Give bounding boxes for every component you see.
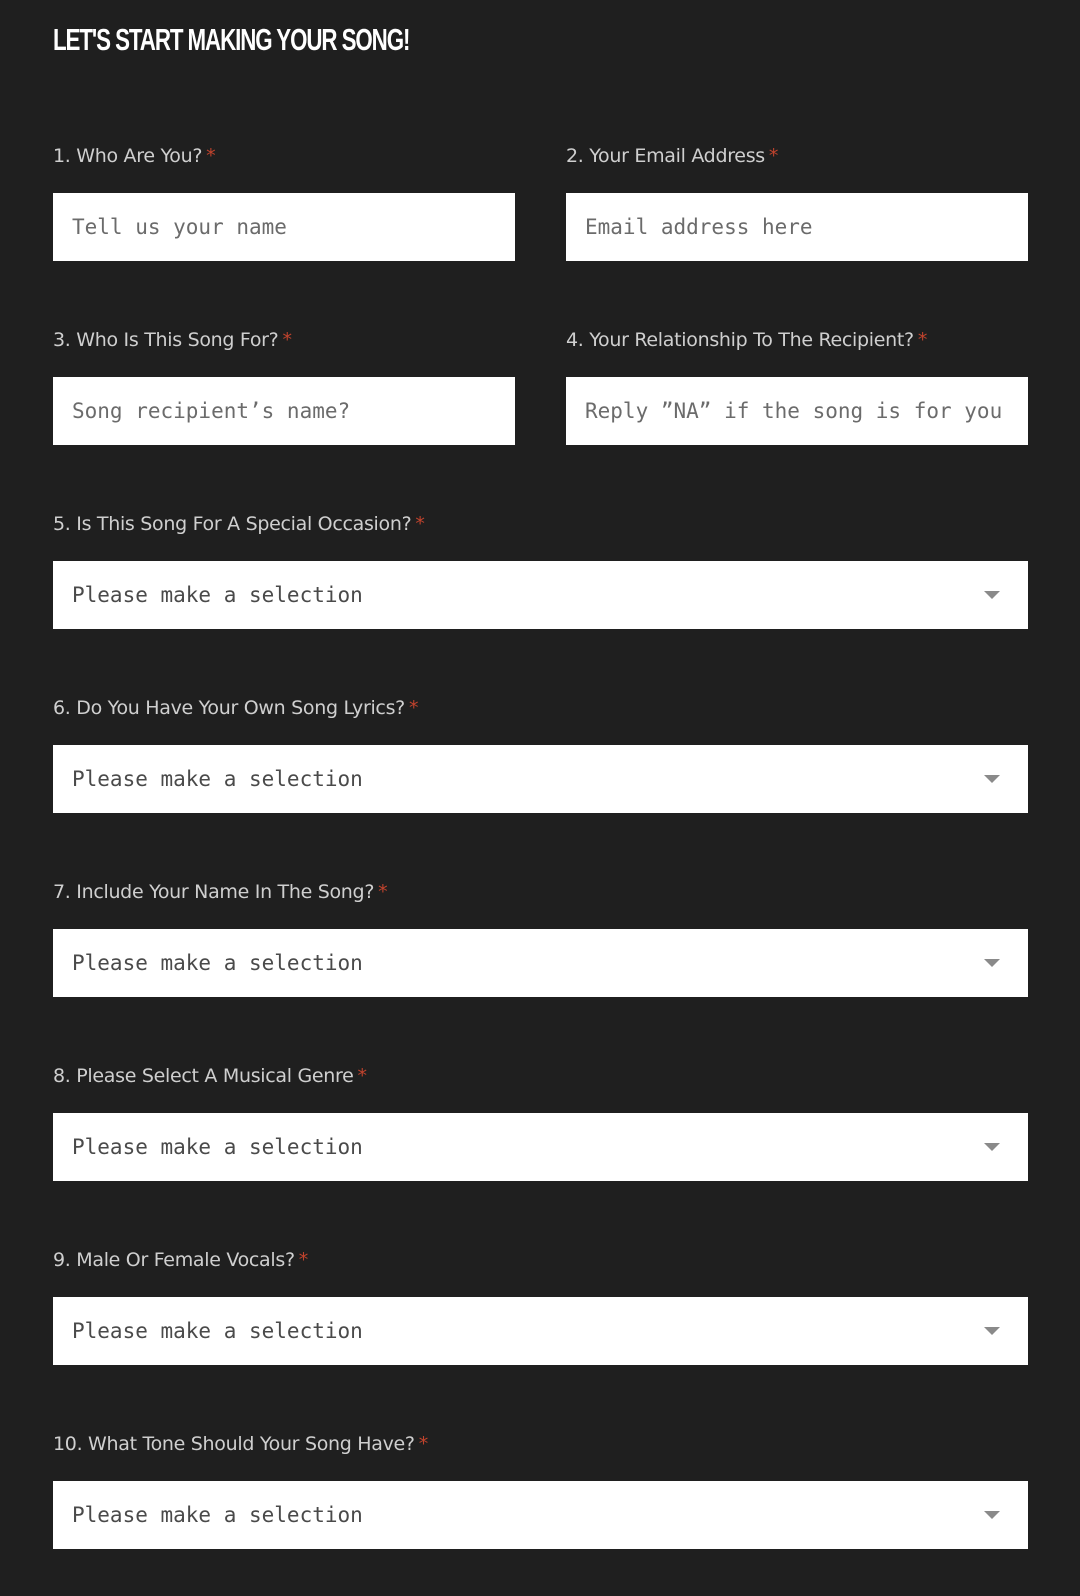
chevron-down-icon <box>984 591 1000 599</box>
field-label <box>53 1433 428 1455</box>
page-title: LET'S START MAKING YOUR SONG! <box>53 22 410 57</box>
chevron-down-icon <box>984 1511 1000 1519</box>
field-label <box>53 1065 367 1087</box>
chevron-down-icon <box>984 775 1000 783</box>
email-input[interactable] <box>585 215 1009 239</box>
lyrics-label: 6. Do You Have Your Own Song Lyrics? <box>53 697 405 719</box>
field-email <box>566 145 1028 265</box>
field-genre <box>53 1065 1028 1185</box>
field-tone <box>53 1433 1028 1553</box>
vocals-select-value: Please make a selection <box>72 1319 363 1343</box>
email-label: 2. Your Email Address <box>566 145 765 167</box>
required-asterisk: * <box>298 1249 308 1271</box>
lyrics-select[interactable] <box>53 745 1028 813</box>
field-occasion <box>53 513 1028 633</box>
field-vocals <box>53 1249 1028 1369</box>
field-label <box>53 145 215 167</box>
genre-select-value: Please make a selection <box>72 1135 363 1159</box>
email-input-box[interactable] <box>566 193 1028 261</box>
required-asterisk: * <box>206 145 216 167</box>
include-name-select[interactable] <box>53 929 1028 997</box>
required-asterisk: * <box>415 513 425 535</box>
field-label <box>53 329 292 351</box>
chevron-down-icon <box>984 959 1000 967</box>
tone-label: 10. What Tone Should Your Song Have? <box>53 1433 415 1455</box>
relationship-input-box[interactable] <box>566 377 1028 445</box>
recipient-label: 3. Who Is This Song For? <box>53 329 279 351</box>
relationship-label: 4. Your Relationship To The Recipient? <box>566 329 914 351</box>
required-asterisk: * <box>418 1433 428 1455</box>
required-asterisk: * <box>378 881 388 903</box>
include-name-select-value: Please make a selection <box>72 951 363 975</box>
required-asterisk: * <box>917 329 928 351</box>
chevron-down-icon <box>984 1327 1000 1335</box>
chevron-down-icon <box>984 1143 1000 1151</box>
tone-select[interactable] <box>53 1481 1028 1549</box>
required-asterisk: * <box>357 1065 367 1087</box>
field-label <box>53 513 425 535</box>
required-asterisk: * <box>768 145 779 167</box>
field-include-name <box>53 881 1028 1001</box>
field-label <box>566 329 927 351</box>
name-input[interactable] <box>72 215 496 239</box>
vocals-label: 9. Male Or Female Vocals? <box>53 1249 295 1271</box>
include-name-label: 7. Include Your Name In The Song? <box>53 881 375 903</box>
recipient-input-box[interactable] <box>53 377 515 445</box>
occasion-select-value: Please make a selection <box>72 583 363 607</box>
field-label <box>53 697 418 719</box>
occasion-select[interactable] <box>53 561 1028 629</box>
field-recipient <box>53 329 515 449</box>
name-input-box[interactable] <box>53 193 515 261</box>
field-label <box>53 1249 308 1271</box>
genre-label: 8. Please Select A Musical Genre <box>53 1065 354 1087</box>
field-label <box>53 881 387 903</box>
field-lyrics <box>53 697 1028 817</box>
occasion-label: 5. Is This Song For A Special Occasion? <box>53 513 412 535</box>
required-asterisk: * <box>282 329 292 351</box>
field-relationship <box>566 329 1028 449</box>
vocals-select[interactable] <box>53 1297 1028 1365</box>
lyrics-select-value: Please make a selection <box>72 767 363 791</box>
field-name <box>53 145 515 265</box>
genre-select[interactable] <box>53 1113 1028 1181</box>
relationship-input[interactable] <box>585 399 1009 423</box>
name-label: 1. Who Are You? <box>53 145 203 167</box>
required-asterisk: * <box>408 697 419 719</box>
field-label <box>566 145 778 167</box>
recipient-input[interactable] <box>72 399 496 423</box>
tone-select-value: Please make a selection <box>72 1503 363 1527</box>
